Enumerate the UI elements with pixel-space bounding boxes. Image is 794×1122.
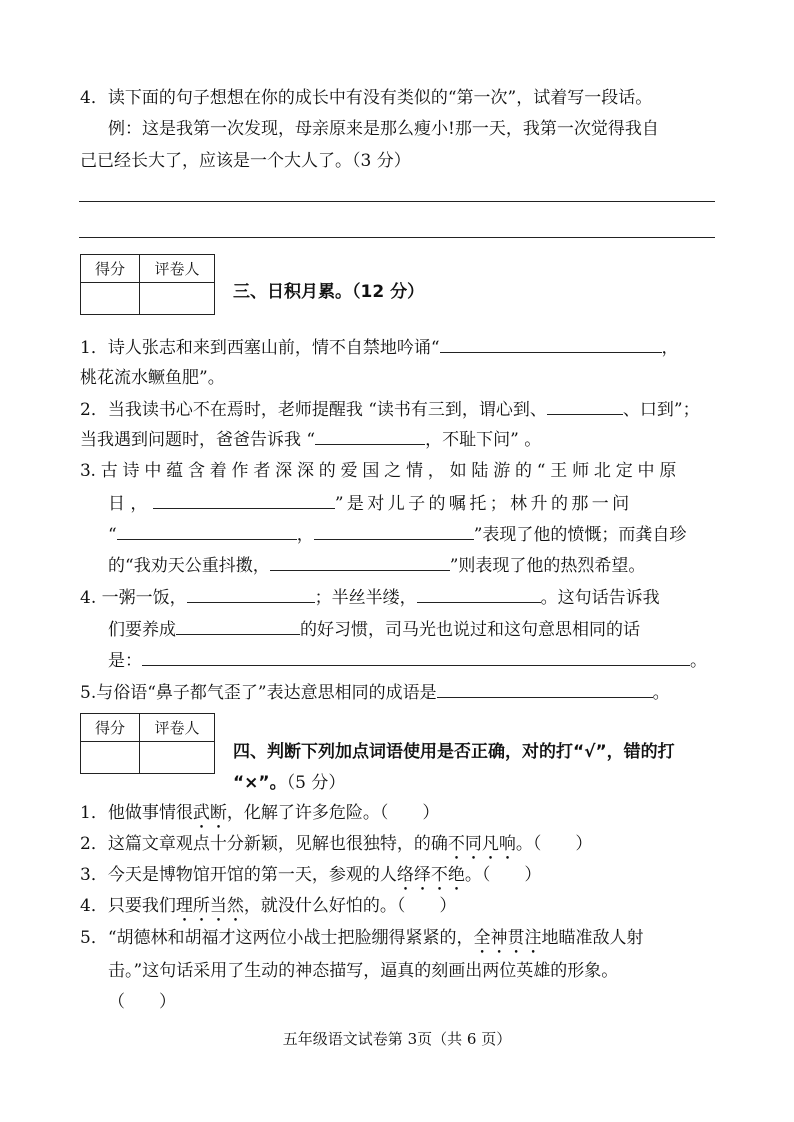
- s3-q1-line1: [80, 335, 679, 360]
- s3-q3-line3: [108, 522, 686, 547]
- s3-q5-line: [80, 680, 670, 705]
- s3-q3-text7: ”则表现了他的热烈希望。: [449, 556, 646, 576]
- s3-q2-blank2[interactable]: [315, 427, 425, 445]
- score-cell[interactable]: [81, 742, 140, 774]
- q4-prompt-line1: 4．读下面的句子想想在你的成长中有没有类似的“第一次”，试着写一段话。: [80, 88, 653, 108]
- s3-q4-text7: 。: [690, 651, 707, 671]
- s4-q1-post[interactable]: ，化解了许多危险。（ ）: [226, 803, 440, 823]
- s3-q1-text: 1．诗人张志和来到西塞山前，情不自禁地吟诵“: [80, 338, 440, 358]
- s3-q3-text3: “: [108, 525, 117, 545]
- s3-q2-text3: 当我遇到问题时，爸爸告诉我 “: [80, 430, 316, 450]
- s3-q5-text: 5.与俗语“鼻子都气歪了”表达意思相同的成语是: [80, 683, 437, 703]
- s3-q2-line1: [80, 397, 700, 422]
- score-label: 得分: [81, 714, 140, 742]
- s3-q2-text2: 、口到”；: [622, 400, 700, 420]
- s4-q2: [80, 832, 592, 864]
- s3-q4-text3: 。这句话告诉我: [540, 588, 660, 608]
- s3-q3-text1: 日 ，: [108, 494, 148, 514]
- s3-q1-line2: 桃花流水鳜鱼肥”。: [80, 368, 225, 388]
- s4-q2-post[interactable]: 。（ ）: [515, 834, 593, 854]
- section4-points: （5 分）: [286, 773, 346, 793]
- grader-label: 评卷人: [140, 714, 215, 742]
- s4-q4: [80, 894, 456, 926]
- s4-q5-line2: 击。”这句话采用了生动的神态描写，逼真的刻画出两位英雄的形象。: [108, 961, 619, 981]
- s3-q5-end: 。: [652, 683, 670, 703]
- s4-q5-post: 地瞄准敌人射: [541, 928, 644, 948]
- s3-q3-blank2[interactable]: [117, 522, 297, 540]
- s3-q1-blank[interactable]: [440, 335, 662, 353]
- score-label: 得分: [81, 255, 140, 283]
- s4-q5-pre: 5．“胡德林和胡福才这两位小战士把脸绷得紧紧的，: [80, 928, 474, 948]
- s3-q3-blank1[interactable]: [153, 491, 335, 509]
- s3-q4-blank2[interactable]: [417, 585, 541, 603]
- s4-q2-dotted-word: 不同凡响: [447, 834, 516, 854]
- s3-q4-blank3[interactable]: [176, 617, 300, 635]
- section4-title-line2: [233, 771, 345, 795]
- s3-q4-text6: 是：: [108, 651, 142, 671]
- s3-q2-text1: 2．当我读书心不在焉时，老师提醒我 “读书有三到，谓心到、: [80, 400, 547, 420]
- grader-label: 评卷人: [140, 255, 215, 283]
- s3-q3-blank4[interactable]: [270, 553, 450, 571]
- s3-q2-blank1[interactable]: [547, 397, 623, 415]
- s4-q4-post[interactable]: ，就没什么好怕的。（ ）: [243, 896, 457, 916]
- s4-q3: [80, 863, 541, 895]
- s3-q3-line4: [108, 553, 645, 578]
- s3-q4-line1: [80, 585, 660, 610]
- s4-q4-dotted-word: 理所当然: [175, 896, 244, 916]
- s4-q1-pre: 1．他做事情很: [80, 803, 193, 823]
- s4-q2-pre: 2．这篇文章观点十分新颖，见解也很独特，的确: [80, 834, 448, 854]
- section3-title: 三、日积月累。（12 分）: [233, 282, 425, 302]
- answer-line-2[interactable]: [79, 237, 715, 238]
- s4-q3-pre: 3．今天是博物馆开馆的第一天，参观的人: [80, 865, 397, 885]
- s3-q4-text2: ；半丝半缕，: [314, 588, 417, 608]
- s3-q3-text2: ” 是 对 儿 子 的 嘱 托 ； 林 升 的 那 一 问: [334, 494, 629, 514]
- s3-q3-line1: 3. 古 诗 中 蕴 含 着 作 者 深 深 的 爱 国 之 情 ， 如 陆 游 的 “ 王 师 北 定 中 原: [80, 461, 677, 481]
- q4-prompt-line2: 例：这是我第一次发现，母亲原来是那么瘦小!那一天，我第一次觉得我自: [108, 119, 659, 139]
- score-box-section3: [80, 254, 215, 315]
- score-cell[interactable]: [81, 283, 140, 315]
- score-box-section4: [80, 713, 215, 774]
- s4-q1-dotted-word: 武断: [192, 803, 227, 823]
- s3-q2-line2: [80, 427, 541, 452]
- s3-q4-blank4[interactable]: [142, 648, 690, 666]
- s3-q3-text6: 的“我劝天公重抖擞，: [108, 556, 270, 576]
- s4-q3-post[interactable]: 。（ ）: [464, 865, 542, 885]
- s3-q2-text4: ，不耻下问” 。: [425, 430, 542, 450]
- page-footer: 五年级语文试卷第 3页（共 6 页）: [282, 1030, 512, 1048]
- s3-q3-text4: ，: [296, 525, 314, 545]
- grader-cell[interactable]: [140, 283, 215, 315]
- s3-q4-text4: 们要养成: [108, 620, 176, 640]
- grader-cell[interactable]: [140, 742, 215, 774]
- q4-prompt-line3: 己已经长大了，应该是一个大人了。（3 分）: [80, 151, 411, 171]
- s3-q4-line3: [108, 648, 707, 673]
- s3-q4-text5: 的好习惯，司马光也说过和这句意思相同的话: [300, 620, 640, 640]
- s4-q1: [80, 801, 439, 833]
- s4-q3-dotted-word: 络绎不绝: [396, 865, 465, 885]
- s4-q4-pre: 4．只要我们: [80, 896, 176, 916]
- s3-q1-comma: ，: [661, 338, 679, 358]
- answer-line-1[interactable]: [79, 201, 715, 202]
- s3-q3-text5: ”表现了他的愤慨；而龚自珍: [473, 525, 687, 545]
- section4-title-line1: 四、判断下列加点词语使用是否正确，对的打“√”，错的打: [233, 742, 675, 762]
- s3-q3-line2: [108, 491, 628, 516]
- s3-q4-line2: [108, 617, 640, 642]
- section4-title-marks: “×”。: [233, 773, 287, 793]
- s4-q5-line1: [80, 926, 644, 958]
- s3-q5-blank[interactable]: [437, 680, 653, 698]
- s4-q5-answer[interactable]: （ ）: [108, 992, 176, 1012]
- s3-q4-text1: 4. 一粥一饭，: [80, 588, 187, 608]
- s4-q5-dotted-word: 全神贯注: [473, 928, 542, 948]
- s3-q4-blank1[interactable]: [187, 585, 315, 603]
- s3-q3-blank3[interactable]: [314, 522, 474, 540]
